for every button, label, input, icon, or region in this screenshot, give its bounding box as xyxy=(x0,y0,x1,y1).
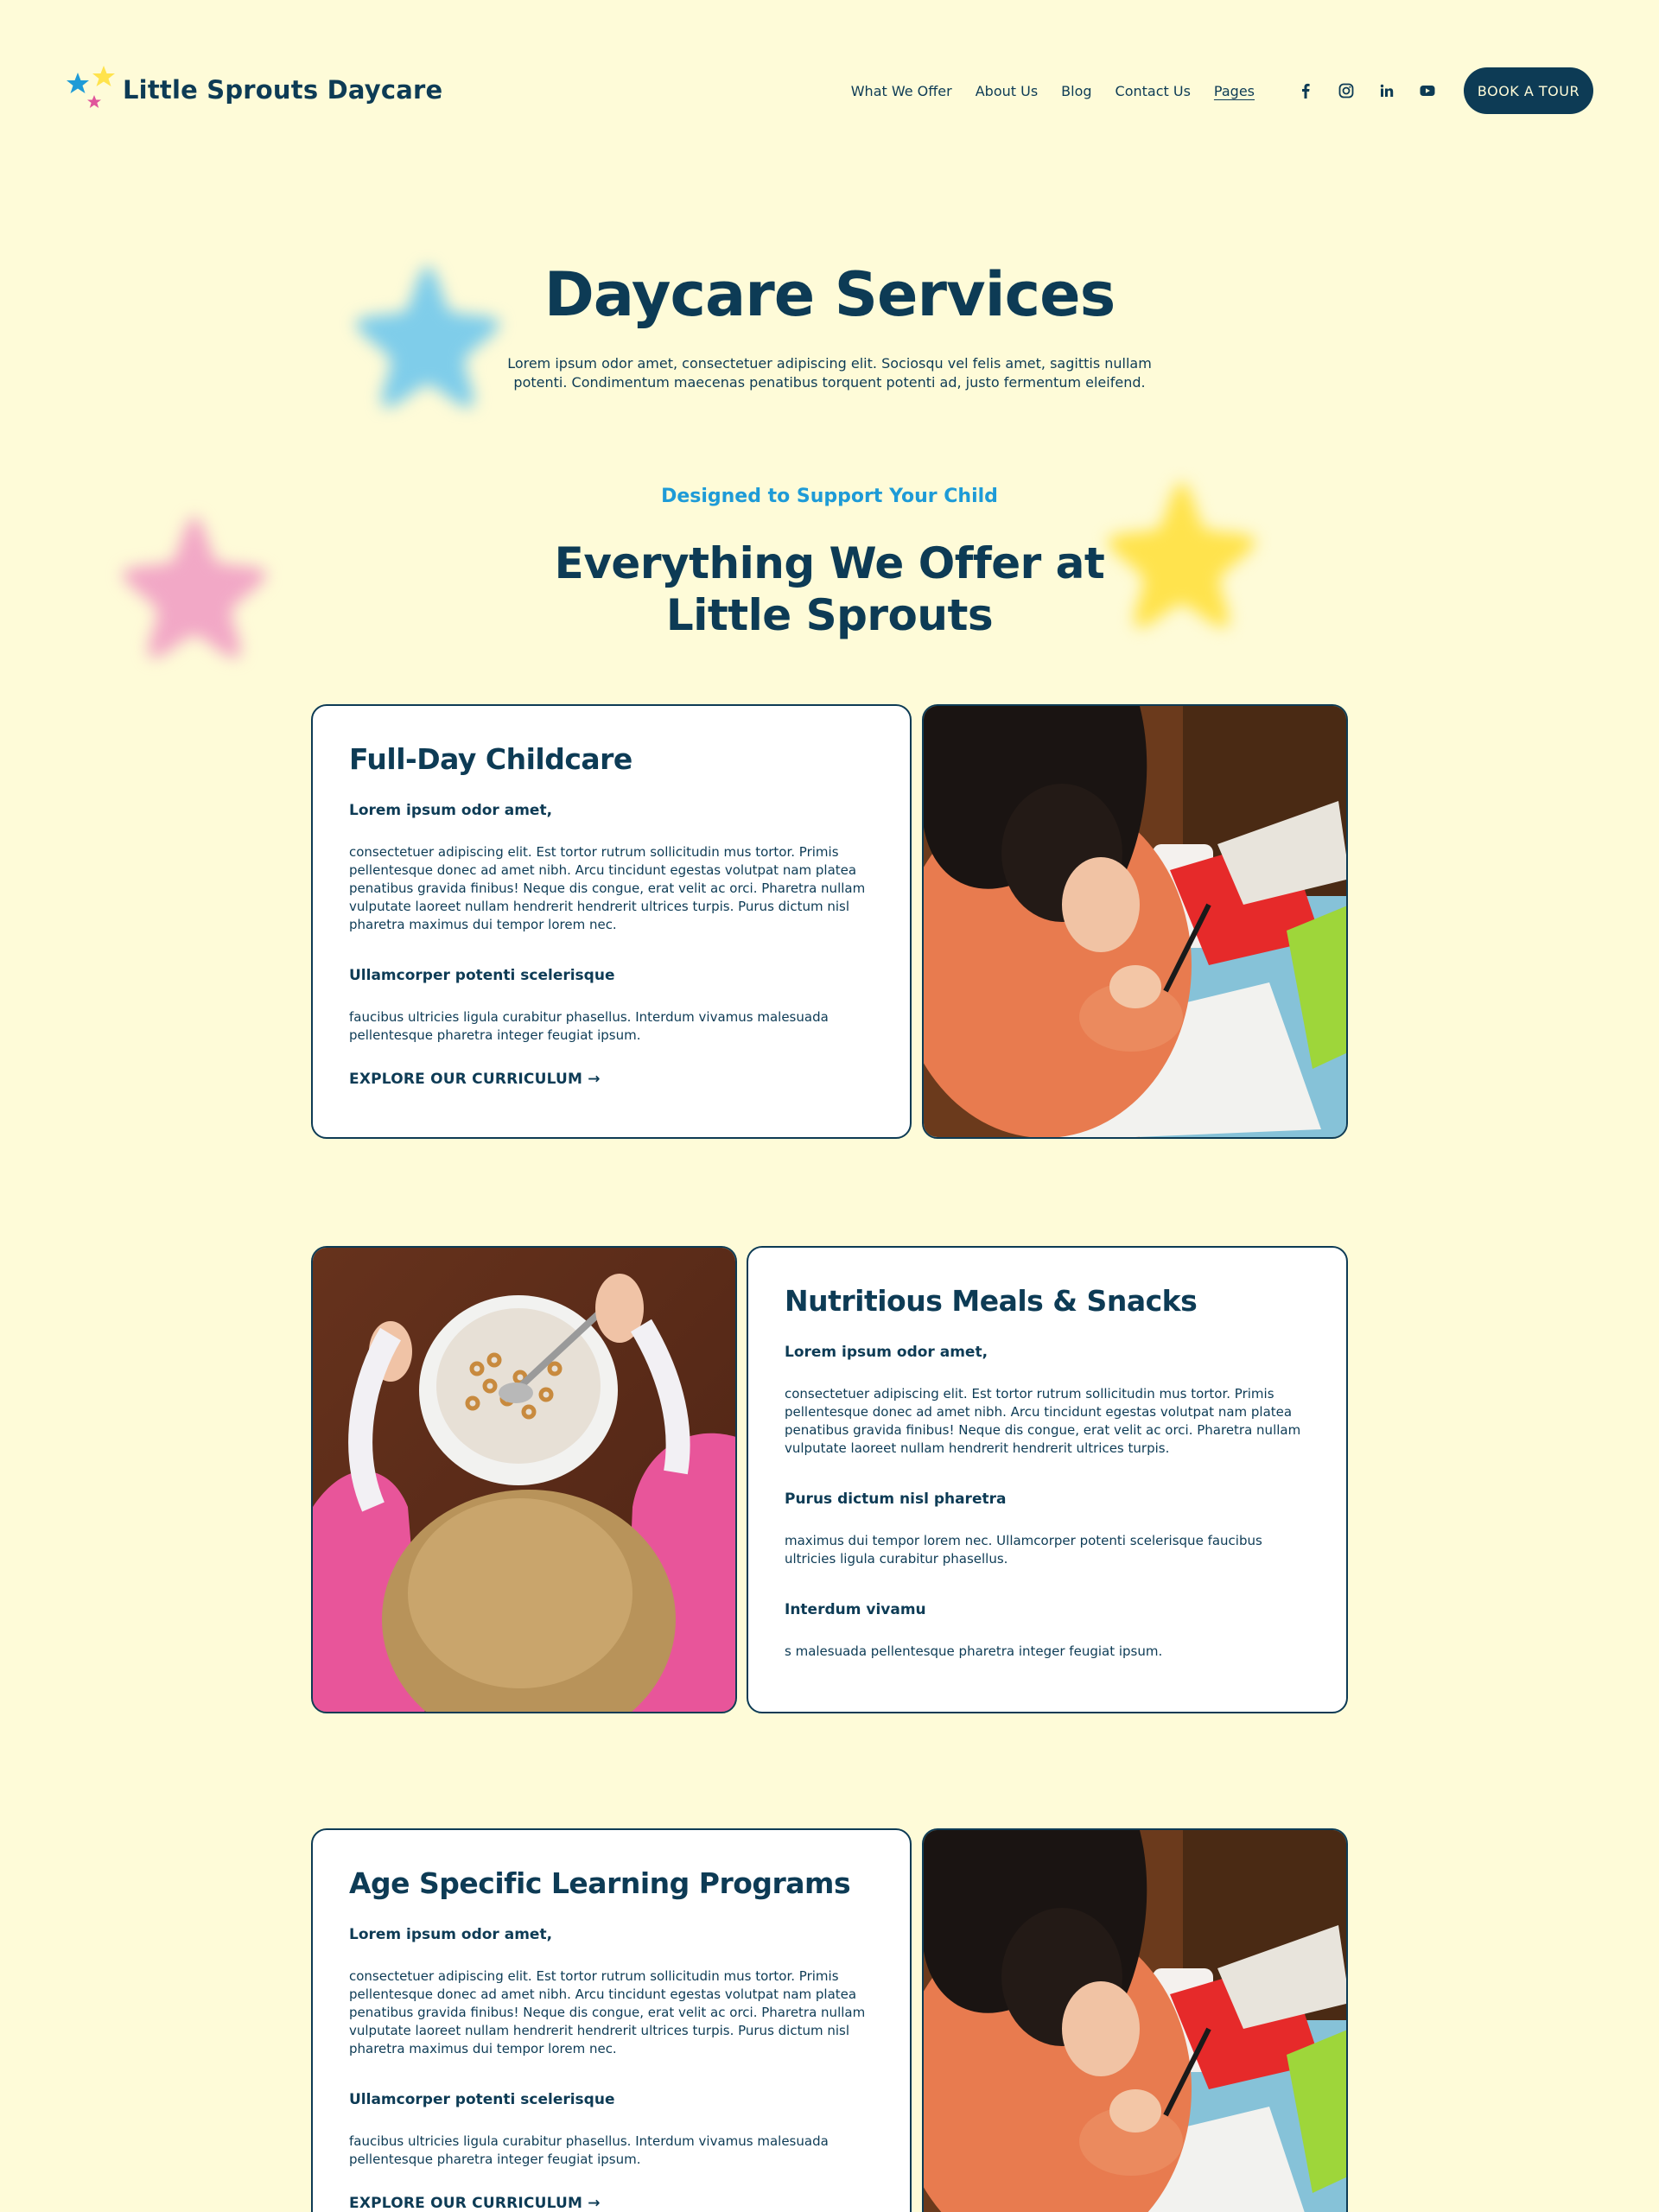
social-links xyxy=(1274,82,1436,99)
card-subheading: Lorem ipsum odor amet, xyxy=(349,1926,553,1943)
card-paragraph: maximus dui tempor lorem nec. Ullamcorper potenti scelerisque faucibus ultricies ligula curabitur phasellus. xyxy=(785,1533,1262,1567)
nav-contact-us[interactable]: Contact Us xyxy=(1115,82,1191,99)
card-subheading: Lorem ipsum odor amet, xyxy=(785,1344,988,1361)
nav-pages[interactable]: Pages xyxy=(1213,82,1255,99)
photo-girl-drawing xyxy=(922,1828,1348,2212)
card-title: Age Specific Learning Programs xyxy=(349,1866,851,1900)
main-nav xyxy=(828,67,1593,114)
card-subheading: Ullamcorper potenti scelerisque xyxy=(349,967,615,984)
site-header xyxy=(0,0,1659,181)
section-title-line2: Little Sprouts xyxy=(665,590,994,640)
instagram-icon[interactable] xyxy=(1338,82,1355,99)
explore-curriculum-link[interactable]: EXPLORE OUR CURRICULUM → xyxy=(349,1071,601,1088)
section-title-line1: Everything We Offer at xyxy=(554,538,1105,588)
brand-name: Little Sprouts Daycare xyxy=(123,75,443,105)
card-subheading: Ullamcorper potenti scelerisque xyxy=(349,2091,615,2108)
card-paragraph: faucibus ultricies ligula curabitur phasellus. Interdum vivamus malesuada pellentesque pharetra integer feugiat ipsum. xyxy=(349,1009,829,1043)
card-subheading: Purus dictum nisl pharetra xyxy=(785,1491,1007,1508)
card-paragraph: consectetuer adipiscing elit. Est tortor rutrum sollicitudin mus tortor. Primis pellentesque donec ad amet nibh. Arcu tincidunt egestas volutpat nam platea penatibus gravida finibus! Neque dis congue, erat velit ac orci. Pharetra nullam vulputate laoreet nullam hendrerit hendrerit ultrices turpis. Purus dictum nisl pharetra maximus dui tempor lorem nec. xyxy=(349,844,866,932)
card-paragraph: consectetuer adipiscing elit. Est tortor rutrum sollicitudin mus tortor. Primis pellentesque donec ad amet nibh. Arcu tincidunt egestas volutpat nam platea penatibus gravida finibus! Neque dis congue, erat velit ac orci. Pharetra nullam vulputate laoreet nullam hendrerit hendrerit ultrices turpis. Purus dictum nisl pharetra maximus dui tempor lorem nec. xyxy=(349,1968,866,2056)
card-title: Full-Day Childcare xyxy=(349,742,632,776)
card-subheading: Lorem ipsum odor amet, xyxy=(349,802,553,819)
card-subheading: Interdum vivamu xyxy=(785,1601,926,1618)
section-eyebrow: Designed to Support Your Child xyxy=(661,486,998,507)
photo-child-eating-cereal xyxy=(311,1246,737,1713)
service-card-nutritious-meals xyxy=(747,1246,1348,1713)
nav-about-us[interactable]: About Us xyxy=(975,82,1039,99)
card-title: Nutritious Meals & Snacks xyxy=(785,1284,1198,1318)
logo-stars-icon xyxy=(66,64,119,116)
logo[interactable] xyxy=(66,64,442,116)
linkedin-icon[interactable] xyxy=(1378,82,1395,99)
youtube-icon[interactable] xyxy=(1419,82,1436,99)
card-paragraph: s malesuada pellentesque pharetra integer feugiat ipsum. xyxy=(785,1643,1163,1659)
service-card-full-day-childcare xyxy=(311,704,912,1139)
nav-blog[interactable]: Blog xyxy=(1061,82,1092,99)
facebook-icon[interactable] xyxy=(1297,82,1314,99)
explore-curriculum-link[interactable]: EXPLORE OUR CURRICULUM → xyxy=(349,2195,601,2212)
book-a-tour-button[interactable]: BOOK A TOUR xyxy=(1464,67,1593,114)
page-title: Daycare Services xyxy=(543,259,1116,330)
card-paragraph: faucibus ultricies ligula curabitur phasellus. Interdum vivamus malesuada pellentesque pharetra integer feugiat ipsum. xyxy=(349,2133,829,2167)
page-subtitle: Lorem ipsum odor amet, consectetuer adipiscing elit. Sociosqu vel felis amet, sagittis nullam potenti. Condimentum maecenas penatibus torquent potenti ad, justo fermentum eleifend. xyxy=(507,355,1152,391)
service-card-age-specific-learning xyxy=(311,1828,912,2212)
section-title xyxy=(0,537,1659,641)
card-paragraph: consectetuer adipiscing elit. Est tortor rutrum sollicitudin mus tortor. Primis pellentesque donec ad amet nibh. Arcu tincidunt egestas volutpat nam platea penatibus gravida finibus! Neque dis congue, erat velit ac orci. Pharetra nullam vulputate laoreet nullam hendrerit hendrerit ultrices turpis. xyxy=(785,1386,1301,1456)
nav-what-we-offer[interactable]: What We Offer xyxy=(850,82,952,99)
photo-girl-drawing xyxy=(922,704,1348,1139)
